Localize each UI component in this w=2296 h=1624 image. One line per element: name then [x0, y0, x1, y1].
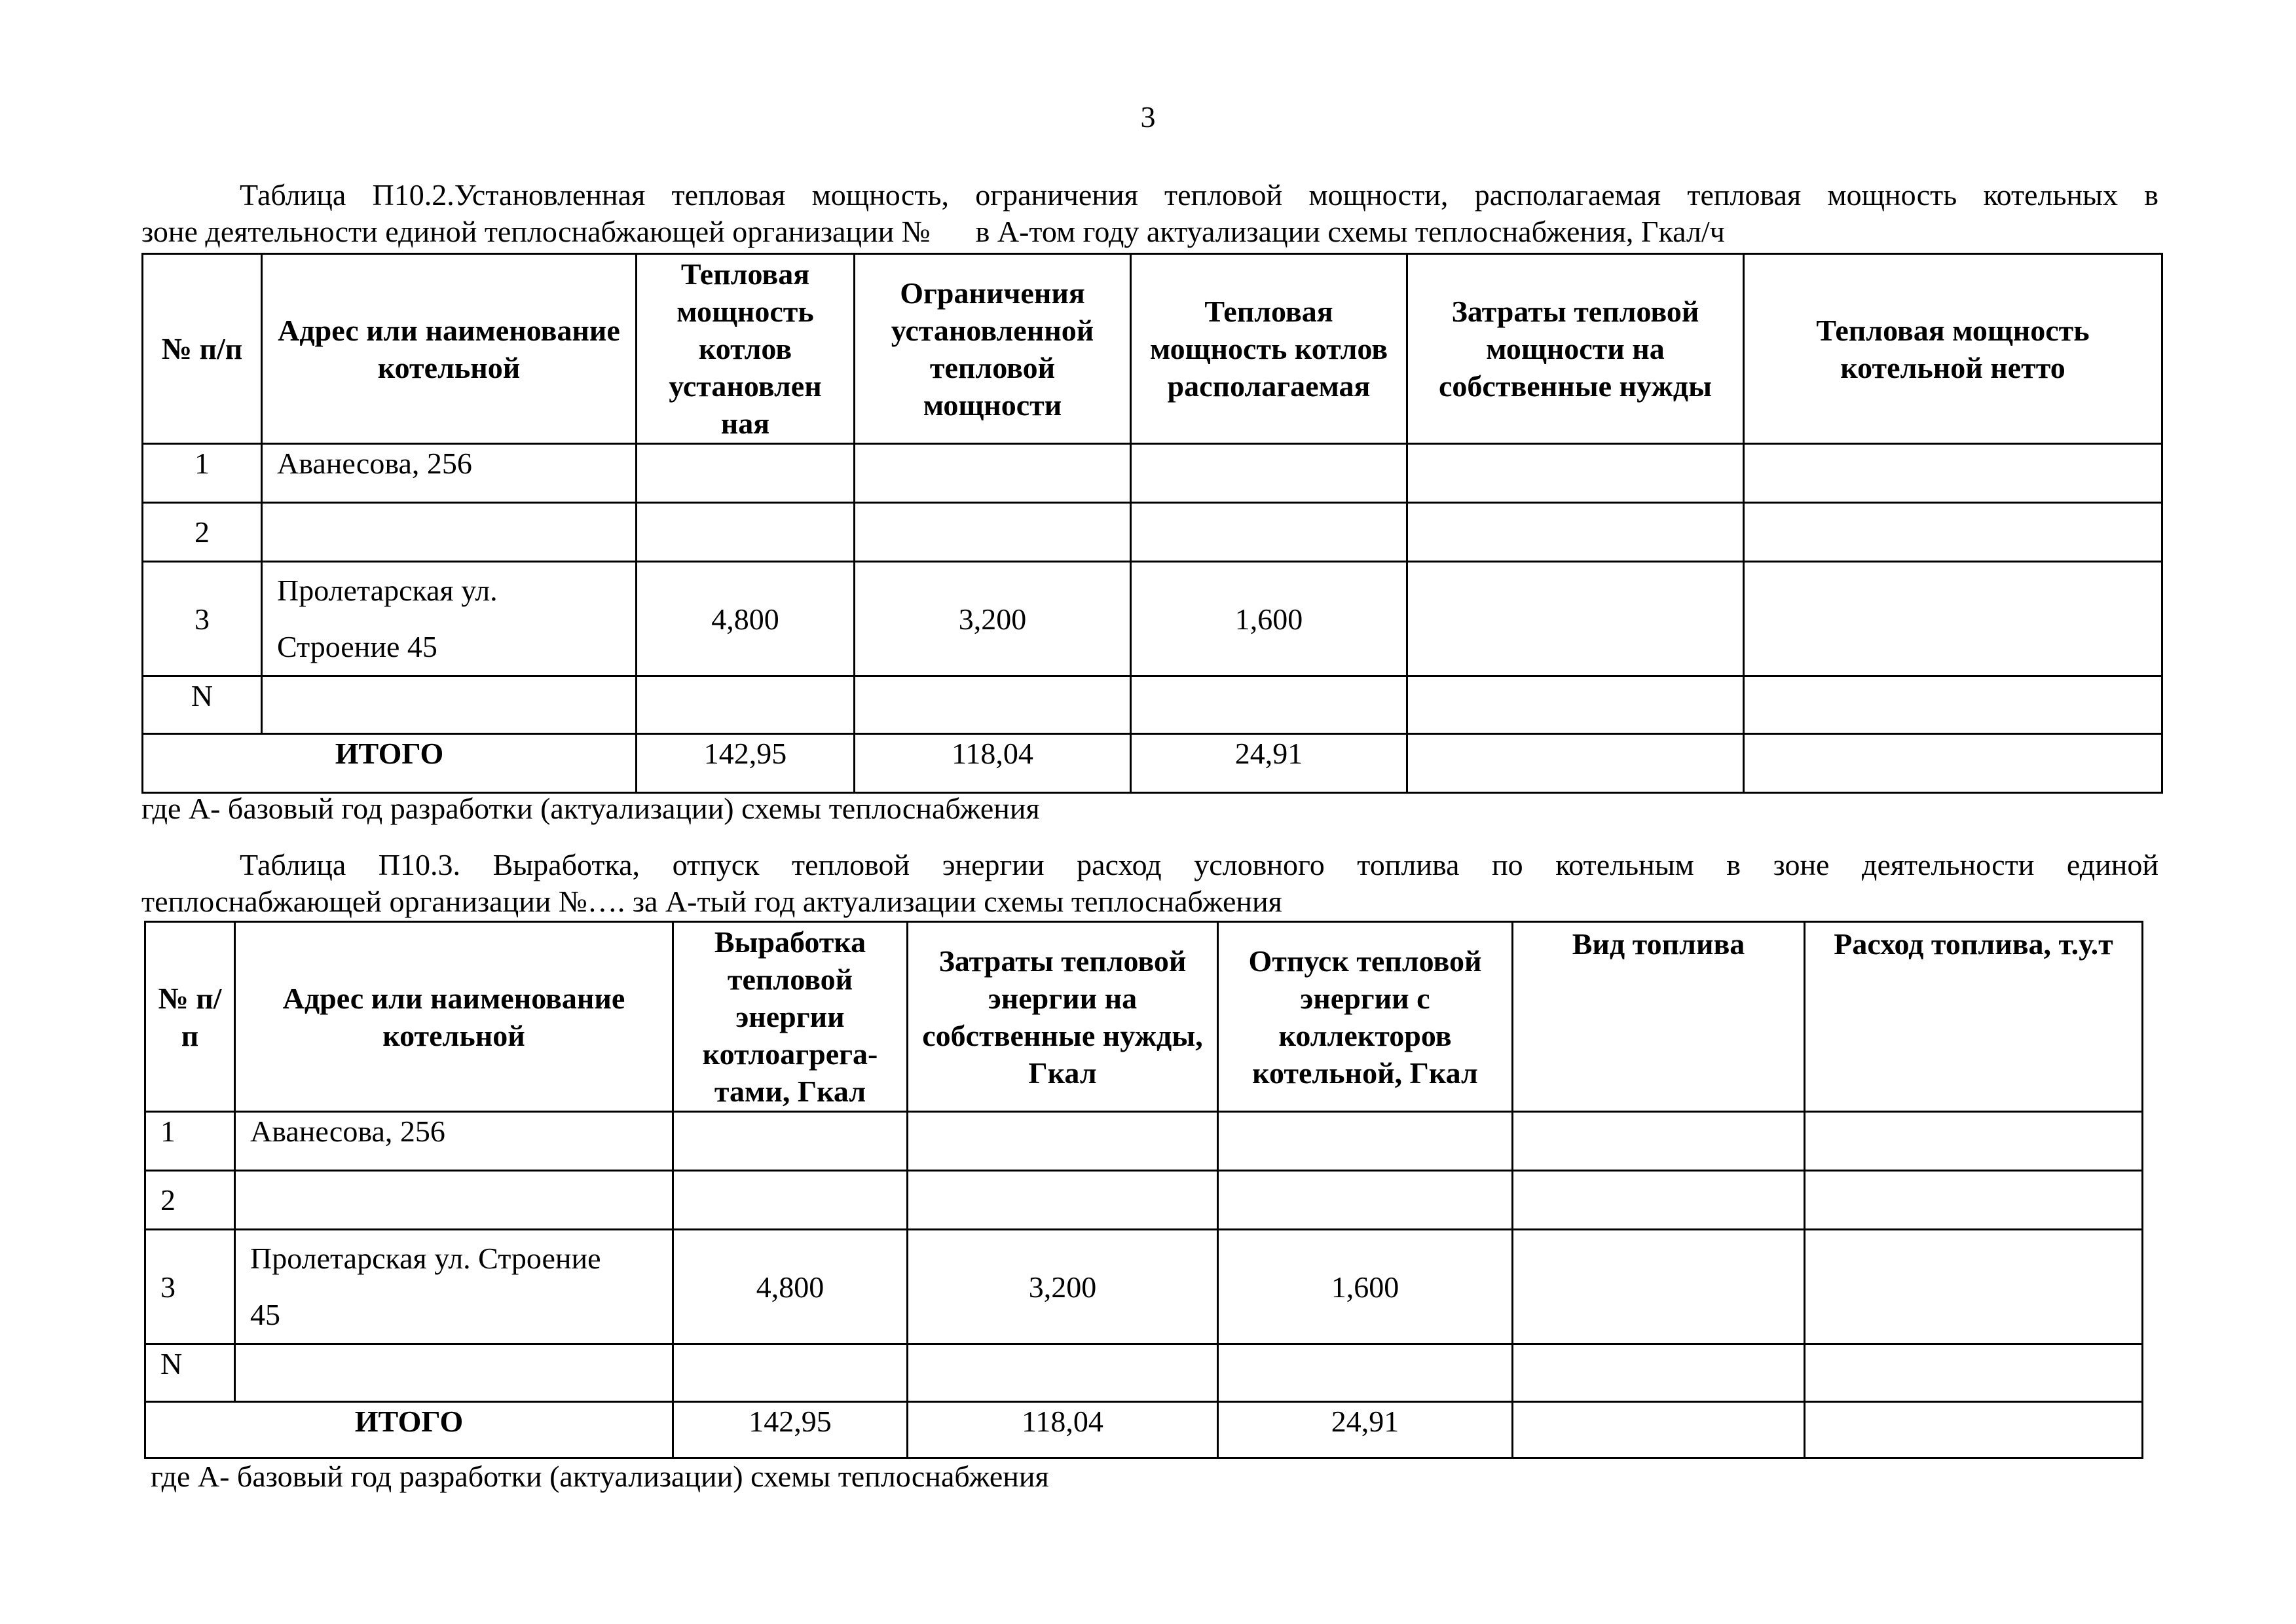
cell-own-needs [1407, 562, 1744, 676]
cell-installed [637, 676, 855, 734]
cell-fuel-consumption [1805, 1344, 2143, 1402]
cell-net [1744, 562, 2162, 676]
cell-production [673, 1344, 908, 1402]
total-label: ИТОГО [145, 1402, 673, 1458]
table-row [145, 1112, 2143, 1171]
t2-header-own-needs: Затраты тепловой энергии на собственные нужды, Гкал [908, 922, 1218, 1112]
row-num: N [145, 1344, 235, 1402]
table1-header-row [143, 254, 2162, 444]
row-num: 1 [145, 1112, 235, 1171]
row-address [235, 1344, 673, 1402]
row-address: Аванесова, 256 [235, 1112, 673, 1171]
row-address [235, 1230, 673, 1344]
table-row [143, 444, 2162, 503]
cell-available: 1,600 [1131, 562, 1407, 676]
cell-limits: 3,200 [855, 562, 1131, 676]
table-row [145, 1171, 2143, 1230]
row-num: 2 [145, 1171, 235, 1230]
table1-caption [141, 177, 2158, 250]
table2-note: где А- базовый год разработки (актуализации) схемы теплоснабжения [151, 1460, 1049, 1493]
row-address [262, 562, 637, 676]
cell-fuel-type [1513, 1171, 1805, 1230]
cell-limits [855, 676, 1131, 734]
cell-production: 4,800 [673, 1230, 908, 1344]
total-release: 24,91 [1218, 1402, 1513, 1458]
row-address-line2: Строение 45 [277, 630, 437, 663]
total-installed: 142,95 [637, 734, 855, 793]
cell-production [673, 1171, 908, 1230]
table-row [143, 562, 2162, 676]
total-net [1744, 734, 2162, 793]
total-production: 142,95 [673, 1402, 908, 1458]
cell-own-needs [1407, 444, 1744, 503]
total-fuel-consumption [1805, 1402, 2143, 1458]
cell-own-needs [908, 1171, 1218, 1230]
t1-header-available: Тепловая мощность котлов располагаемая [1131, 254, 1407, 444]
row-num: 3 [145, 1230, 235, 1344]
cell-own-needs: 3,200 [908, 1230, 1218, 1344]
table1-note: где А- базовый год разработки (актуализации) схемы теплоснабжения [141, 792, 1040, 825]
table2-header-row [145, 922, 2143, 1112]
cell-installed: 4,800 [637, 562, 855, 676]
cell-release [1218, 1171, 1513, 1230]
table-row [143, 503, 2162, 562]
row-address-line1: Пролетарская ул. Строение [250, 1242, 601, 1275]
t2-header-release: Отпуск тепловой энергии с коллекторов котельной, Гкал [1218, 922, 1513, 1112]
cell-fuel-type [1513, 1230, 1805, 1344]
table1 [141, 253, 2163, 794]
cell-fuel-consumption [1805, 1230, 2143, 1344]
total-label: ИТОГО [143, 734, 637, 793]
t2-header-fuel-type: Вид топлива [1513, 922, 1805, 1112]
cell-fuel-consumption [1805, 1112, 2143, 1171]
cell-limits [855, 444, 1131, 503]
cell-release: 1,600 [1218, 1230, 1513, 1344]
cell-installed [637, 444, 855, 503]
t2-header-production: Выработка тепловой энергии котлоагрега-тами, Гкал [673, 922, 908, 1112]
t2-header-address: Адрес или наименование котельной [235, 922, 673, 1112]
t1-header-own-needs: Затраты тепловой мощности на собственные нужды [1407, 254, 1744, 444]
cell-installed [637, 503, 855, 562]
row-address-line1: Пролетарская ул. [277, 574, 498, 607]
cell-release [1218, 1344, 1513, 1402]
t1-header-num: № п/п [143, 254, 262, 444]
cell-production [673, 1112, 908, 1171]
cell-release [1218, 1112, 1513, 1171]
t1-header-address: Адрес или наименование котельной [262, 254, 637, 444]
cell-fuel-type [1513, 1344, 1805, 1402]
total-own-needs [1407, 734, 1744, 793]
cell-limits [855, 503, 1131, 562]
table-row [143, 676, 2162, 734]
cell-net [1744, 444, 2162, 503]
cell-fuel-consumption [1805, 1171, 2143, 1230]
cell-own-needs [1407, 676, 1744, 734]
row-address-line2: 45 [250, 1298, 280, 1331]
t1-header-limits: Ограничения установленной тепловой мощности [855, 254, 1131, 444]
total-own-needs: 118,04 [908, 1402, 1218, 1458]
table2 [144, 921, 2143, 1459]
table2-caption-line2: теплоснабжающей организации №…. за А-тый год актуализации схемы теплоснабжения [141, 885, 1282, 918]
total-limits: 118,04 [855, 734, 1131, 793]
table1-caption-line2: зоне деятельности единой теплоснабжающей организации № в А-том году актуализации схемы теплоснабжения, Гкал/ч [141, 215, 1725, 248]
table2-caption [141, 847, 2158, 920]
cell-available [1131, 444, 1407, 503]
row-address [235, 1171, 673, 1230]
cell-own-needs [1407, 503, 1744, 562]
cell-own-needs [908, 1112, 1218, 1171]
t1-header-installed: Тепловая мощность котлов установлен ная [637, 254, 855, 444]
cell-own-needs [908, 1344, 1218, 1402]
cell-net [1744, 676, 2162, 734]
row-num: N [143, 676, 262, 734]
row-address: Аванесова, 256 [262, 444, 637, 503]
t2-header-fuel-consumption: Расход топлива, т.у.т [1805, 922, 2143, 1112]
table1-caption-line1: Таблица П10.2.Установленная тепловая мощность, ограничения тепловой мощности, располагаемая тепловая мощность котельных в [240, 178, 2158, 212]
total-fuel-type [1513, 1402, 1805, 1458]
cell-net [1744, 503, 2162, 562]
table-row [145, 1344, 2143, 1402]
table-row [145, 1230, 2143, 1344]
row-address [262, 676, 637, 734]
table1-total-row [143, 734, 2162, 793]
cell-available [1131, 503, 1407, 562]
row-address [262, 503, 637, 562]
table2-caption-line1: Таблица П10.3. Выработка, отпуск тепловой энергии расход условного топлива по котельным в зоне деятельности единой [240, 848, 2158, 881]
cell-fuel-type [1513, 1112, 1805, 1171]
page-number: 3 [1140, 100, 1156, 134]
cell-available [1131, 676, 1407, 734]
t1-header-net: Тепловая мощность котельной нетто [1744, 254, 2162, 444]
table2-total-row [145, 1402, 2143, 1458]
t2-header-num: № п/п [145, 922, 235, 1112]
row-num: 2 [143, 503, 262, 562]
row-num: 3 [143, 562, 262, 676]
row-num: 1 [143, 444, 262, 503]
total-available: 24,91 [1131, 734, 1407, 793]
